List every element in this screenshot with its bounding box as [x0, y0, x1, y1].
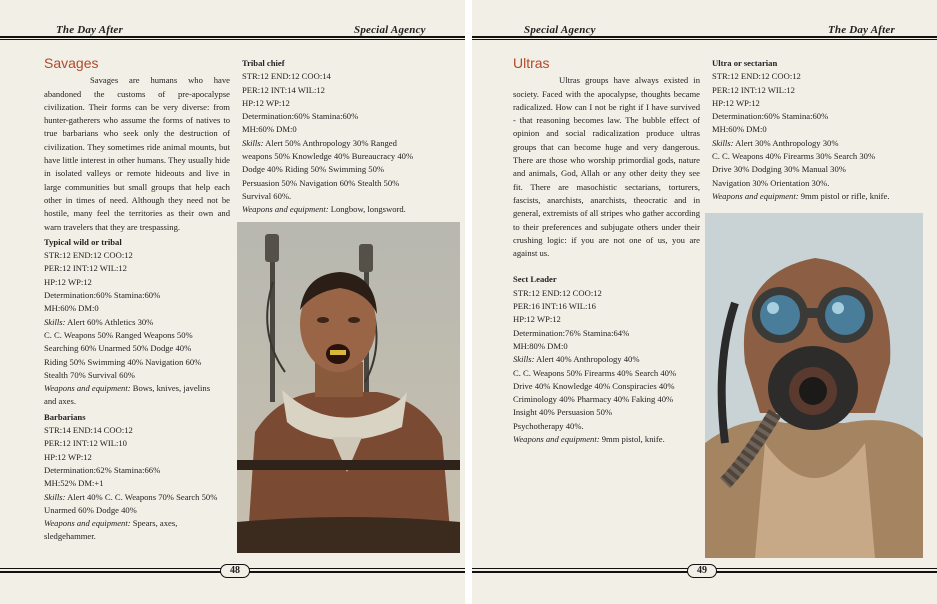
- stat-line: STR:12 END:12 COO:12: [712, 71, 801, 82]
- statblock-ultra-sectarian: [712, 57, 917, 203]
- header-book-title: The Day After: [56, 24, 123, 36]
- weapons-line: and axes.: [44, 396, 76, 407]
- statblock-typical-wild: [44, 236, 230, 409]
- stat-line: Determination:62% Stamina:66%: [44, 464, 161, 475]
- stat-line: Determination:76% Stamina:64%: [513, 327, 630, 338]
- ultra-sectarian-illustration: [705, 213, 923, 558]
- page-49: [472, 0, 937, 604]
- tribal-chief-column: [242, 55, 447, 217]
- stat-line: PER:12 INT:14 WIL:12: [242, 84, 325, 95]
- skills-line: C. C. Weapons 50% Ranged Weapons 50%: [44, 329, 193, 340]
- stat-line: Determination:60% Stamina:60%: [44, 290, 161, 301]
- stat-line: STR:12 END:12 COO:14: [242, 71, 331, 82]
- skills-line: Psychotherapy 40%.: [513, 420, 584, 431]
- statblock-title: Typical wild or tribal: [44, 236, 122, 247]
- section-title-ultras: Ultras: [513, 55, 550, 71]
- skills-line: Skills: Alert 40% Anthropology 40%: [513, 354, 640, 365]
- stat-line: MH:52% DM:+1: [44, 478, 104, 489]
- savages-intro: Savages are humans who have abandoned the customs of pre-apocalypse civilization. Their forms can be very diverse: from hunter-gatherers who assume the forms of natives to true barbarians who seek only the destruction of civilization. They sometimes ride animal mounts, but have little interest in other humans. They usually hide in isolated valleys or remote hideouts and live in large communities but small groups that help each other in times of need. Although they need not be hostile, many feel the territories as their own and warn travelers that they are trespassing.: [44, 75, 230, 232]
- weapons-line: sledgehammer.: [44, 531, 96, 542]
- statblock-title: Sect Leader: [513, 274, 557, 285]
- section-title-savages: Savages: [44, 55, 99, 71]
- tribal-chief-illustration: [237, 222, 460, 553]
- skills-line: Insight 40% Persuasion 50%: [513, 407, 613, 418]
- skills-line: Skills: Alert 50% Anthropology 30% Ranged: [242, 137, 397, 148]
- weapons-line: Weapons and equipment: 9mm pistol, knife.: [513, 434, 665, 445]
- statblock-title: Barbarians: [44, 411, 86, 422]
- skills-line: Stealth 70% Survival 60%: [44, 369, 135, 380]
- stat-line: Determination:60% Stamina:60%: [242, 111, 359, 122]
- header-chapter-title: Special Agency: [354, 24, 426, 36]
- stat-line: STR:12 END:12 COO:12: [44, 250, 133, 261]
- savages-column: [44, 55, 230, 544]
- skills-line: Criminology 40% Pharmacy 40% Faking 40%: [513, 394, 674, 405]
- ultra-sectarian-column: [712, 55, 917, 203]
- skills-line: Navigation 30% Orientation 30%.: [712, 177, 830, 188]
- skills-line: Skills: Alert 40% C. C. Weapons 70% Search 50%: [44, 491, 218, 502]
- page-number: 49: [687, 564, 717, 578]
- page-number: 48: [220, 564, 250, 578]
- page-48: [0, 0, 465, 604]
- stat-line: Determination:60% Stamina:60%: [712, 111, 829, 122]
- statblock-sect-leader: [513, 273, 700, 446]
- stat-line: PER:12 INT:12 WIL:10: [44, 438, 127, 449]
- stat-line: HP:12 WP:12: [44, 276, 92, 287]
- skills-line: Drive 40% Knowledge 40% Conspiracies 40%: [513, 380, 675, 391]
- statblock-title: Tribal chief: [242, 58, 285, 68]
- stat-line: MH:60% DM:0: [712, 124, 767, 135]
- page-footer: [472, 564, 937, 578]
- skills-line: weapons 50% Knowledge 40% Bureaucracy 40%: [242, 151, 414, 162]
- stat-line: MH:60% DM:0: [242, 124, 297, 135]
- statblock-title: Ultra or sectarian: [712, 58, 778, 68]
- skills-line: C. C. Weapons 50% Firearms 40% Search 40%: [513, 367, 677, 378]
- stat-line: HP:12 WP:12: [44, 451, 92, 462]
- weapons-line: Weapons and equipment: Bows, knives, javelins: [44, 383, 211, 394]
- weapons-line: Weapons and equipment: Spears, axes,: [44, 518, 178, 529]
- stat-line: STR:14 END:14 COO:12: [44, 425, 133, 436]
- skills-line: Survival 60%.: [242, 190, 292, 201]
- page-footer: [0, 564, 465, 578]
- skills-line: Skills: Alert 30% Anthropology 30%: [712, 137, 839, 148]
- page-header: [0, 24, 465, 40]
- skills-line: Dodge 40% Riding 50% Swimming 50%: [242, 164, 385, 175]
- stat-line: PER:16 INT:16 WIL:16: [513, 301, 596, 312]
- stat-line: HP:12 WP:12: [712, 97, 760, 108]
- skills-line: Drive 30% Dodging 30% Manual 30%: [712, 164, 846, 175]
- ultras-column: [513, 55, 700, 446]
- skills-line: C. C. Weapons 40% Firearms 30% Search 30%: [712, 151, 876, 162]
- weapons-line: Weapons and equipment: Longbow, longsword.: [242, 204, 406, 215]
- skills-line: Searching 60% Unarmed 50% Dodge 40%: [44, 343, 192, 354]
- skills-line: Persuasion 50% Navigation 60% Stealth 50%: [242, 177, 400, 188]
- stat-line: MH:60% DM:0: [44, 303, 99, 314]
- stat-line: PER:12 INT:12 WIL:12: [712, 84, 795, 95]
- header-book-title: The Day After: [828, 24, 895, 36]
- statblock-tribal-chief: [242, 57, 447, 217]
- weapons-line: Weapons and equipment: 9mm pistol or rifle, knife.: [712, 190, 890, 201]
- stat-line: STR:12 END:12 COO:12: [513, 287, 602, 298]
- statblock-barbarians: [44, 411, 230, 544]
- stat-line: PER:12 INT:12 WIL:12: [44, 263, 127, 274]
- book-gutter: [465, 0, 472, 604]
- header-chapter-title: Special Agency: [524, 24, 596, 36]
- skills-line: Riding 50% Swimming 40% Navigation 60%: [44, 356, 202, 367]
- ultras-intro: Ultras groups have always existed in society. Faced with the apocalypse, thoughts became radicalized. How can I not be right if I have survived - that reasoning becomes law. The bubble effect of opinion and social radicalization produce ultras groups that can become huge and very dangerous. There are those who worship primordial gods, nature and animals, God, Allah or any other deity they see fit. There are masochistic sectarians, torturers, fascists, anarchists, anarchists, theocratic and in general, extremists of all stripes who gather according to their preferences and subjugate others under their crushing logic: if you are not one of us, you are against us.: [513, 75, 701, 259]
- page-header: [472, 24, 937, 40]
- stat-line: HP:12 WP:12: [242, 97, 290, 108]
- stat-line: MH:80% DM:0: [513, 340, 568, 351]
- skills-line: Unarmed 60% Dodge 40%: [44, 504, 137, 515]
- skills-line: Skills: Alert 60% Athletics 30%: [44, 316, 154, 327]
- stat-line: HP:12 WP:12: [513, 314, 561, 325]
